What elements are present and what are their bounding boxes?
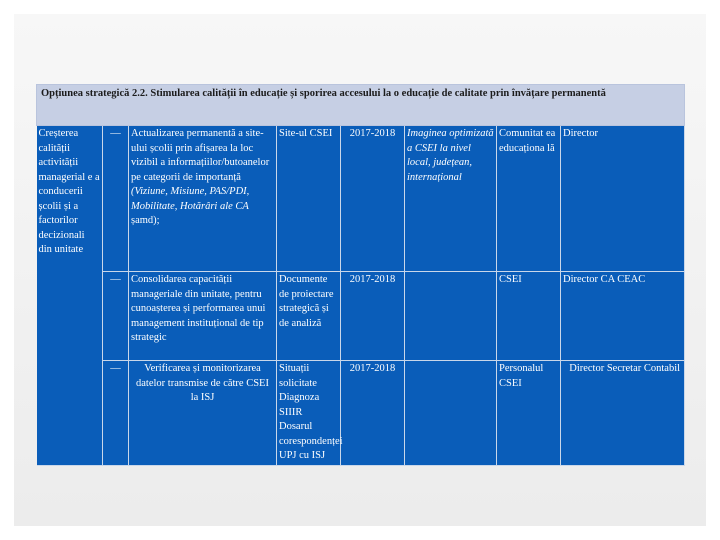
target-cell: CSEI [497,272,561,361]
action-cell: Consolidarea capacității manageriale din unitate, pentru cunoașterea și performarea unui management instituțional de tip strategic [129,272,277,361]
bullet-dash: — [103,272,129,361]
action-tail-text: șamd); [131,215,160,226]
period-cell: 2017-2018 [341,272,405,361]
objective-cell: Creșterea calității activității managerial e a conducerii școlii și a factorilor decizionali din unitate [37,126,103,466]
table-row [37,126,685,272]
action-cell: Verificarea și monitorizarea datelor transmise de către CSEI la ISJ [129,361,277,466]
resources-cell: Site-ul CSEI [277,126,341,272]
indicator-cell [405,361,497,466]
resources-cell: Situații solicitate Diagnoza SIIIR Dosarul corespondenței UPJ cu ISJ [277,361,341,466]
table-header-row [37,85,685,126]
bullet-dash: — [103,126,129,272]
responsible-cell: Director [561,126,685,272]
indicator-cell: Imaginea optimizată a CSEI la nivel local, județean, internațional [405,126,497,272]
target-cell: Comunitat ea educaționa lă [497,126,561,272]
bullet-dash: — [103,361,129,466]
period-cell: 2017-2018 [341,361,405,466]
indicator-cell [405,272,497,361]
table-row [37,361,685,466]
period-cell: 2017-2018 [341,126,405,272]
target-cell: Personalul CSEI [497,361,561,466]
action-italic-text: (Viziune, Misiune, PAS/PDI, Mobilitate, Hotărâri ale CA [131,186,250,212]
table-header: Opțiunea strategică 2.2. Stimularea calității în educație și sporirea accesului la o educație de calitate prin învățare permanentă [37,85,685,126]
action-text: Actualizarea permanentă a site-ului școlii prin afișarea la loc vizibil a informațiilor/butoanelor pe categorii de importanță [131,128,270,183]
action-cell [129,126,277,272]
responsible-cell: Director CA CEAC [561,272,685,361]
strategy-table [36,84,685,466]
resources-cell: Documente de proiectare strategică și de analiză [277,272,341,361]
responsible-cell: Director Secretar Contabil [561,361,685,466]
table-row [37,272,685,361]
